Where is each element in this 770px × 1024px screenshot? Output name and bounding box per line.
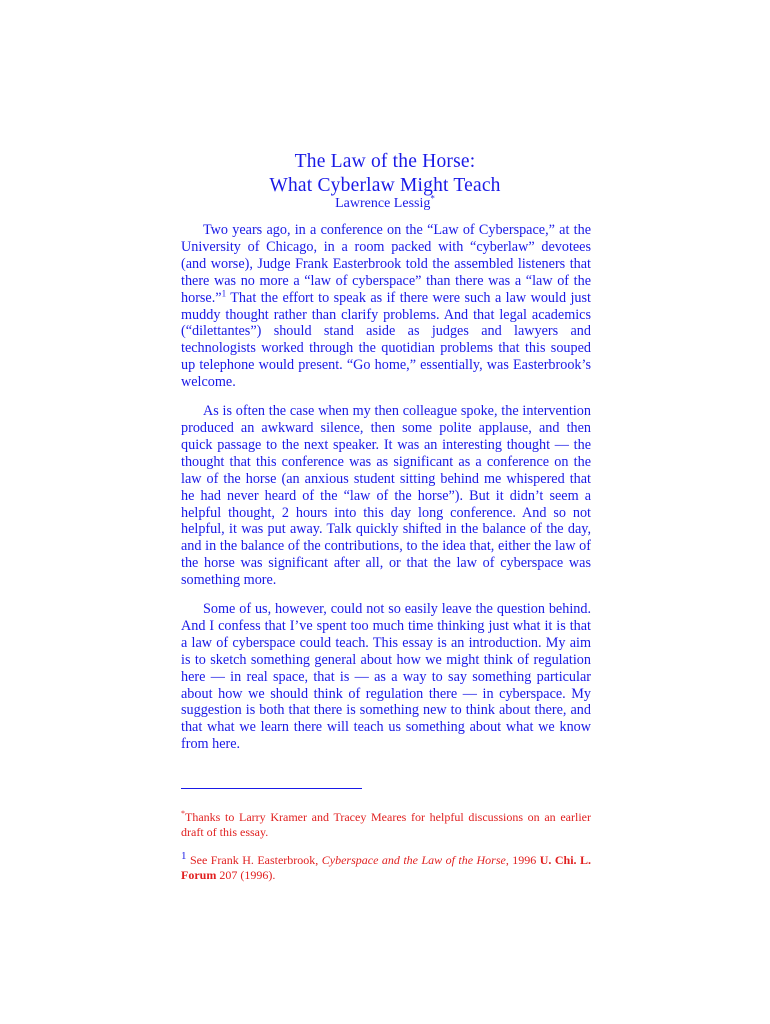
paragraph-2: As is often the case when my then colleague spoke, the intervention produced an awkward silence, then some polite applause, and then quick passage to the next speaker. It was an interesting thought — the thought that this conference was as significant as a conference on the law of the horse (an anxious student sitting behind me whispered that he had never heard of the “law of the horse”). But it didn’t seem a helpful thought, 2 hours into this day long conference. And so not helpful, it was put away. Talk quickly shifted in the balance of the day, and in the balance of the contributions, to the idea that, either the law of the horse was significant after all, or that the law of cyberspace was something more.	[181, 403, 591, 589]
footnote-1-mid: , 1996	[505, 853, 540, 867]
footnote-1-title: Cyberspace and the Law of the Horse	[321, 853, 506, 867]
footnote-star-marker: *	[181, 809, 185, 818]
paragraph-1-text-a: Two years ago, in a conference on the “Law of Cyberspace,” at the University of Chicago, in a room packed with “cyberlaw” devotees (and worse), Judge Frank Easterbrook told the assembled listeners that there was no more a “law of cyberspace” than there was a “law of the horse.”	[181, 222, 591, 306]
paragraph-3: Some of us, however, could not so easily leave the question behind. And I confess that I’ve spent too much time thinking just what it is that a law of cyberspace could teach. This essay is an introduction. My aim is to sketch something general about how we might think of regulation here — in real space, that is — as a way to say something particular about how we should think of regulation there — in cyberspace. My suggestion is both that there is something new to think about there, and that what we learn there will teach us something about what we know from here.	[181, 601, 591, 753]
footnote-1	[181, 850, 592, 883]
footnote-divider	[181, 788, 362, 789]
paragraph-1	[181, 222, 591, 391]
footnote-ref-1[interactable]: 1	[221, 287, 227, 298]
footnote-1-post: 207 (1996).	[216, 868, 276, 882]
footnote-star-text: Thanks to Larry Kramer and Tracey Meares for helpful discussions on an earlier draft of this essay.	[181, 810, 591, 839]
footnote-star	[181, 810, 591, 840]
footnote-1-marker: 1	[181, 850, 187, 862]
paper-title	[0, 150, 770, 198]
author-name: Lawrence Lessig	[335, 196, 431, 211]
paragraph-1-text-b: That the effort to speak as if there were such a law would just muddy thought rather than clarify problems. And that legal academics (“dilettantes”) should stand aside as judges and lawyers and technologists worked through the quotidian problems that this souped up telephone would present. “Go home,” essentially, was Easterbrook’s welcome.	[181, 289, 591, 391]
body-text	[181, 222, 591, 765]
footnote-1-pre: See Frank H. Easterbrook,	[186, 853, 322, 867]
author-footnote-marker[interactable]: *	[430, 193, 435, 204]
footnote-1-journal: U. Chi. L. Forum	[181, 853, 592, 882]
footnotes	[181, 810, 591, 883]
title-line-1: The Law of the Horse:	[294, 151, 476, 172]
author-line	[0, 195, 770, 213]
title-line-2: What Cyberlaw Might Teach	[269, 175, 501, 196]
